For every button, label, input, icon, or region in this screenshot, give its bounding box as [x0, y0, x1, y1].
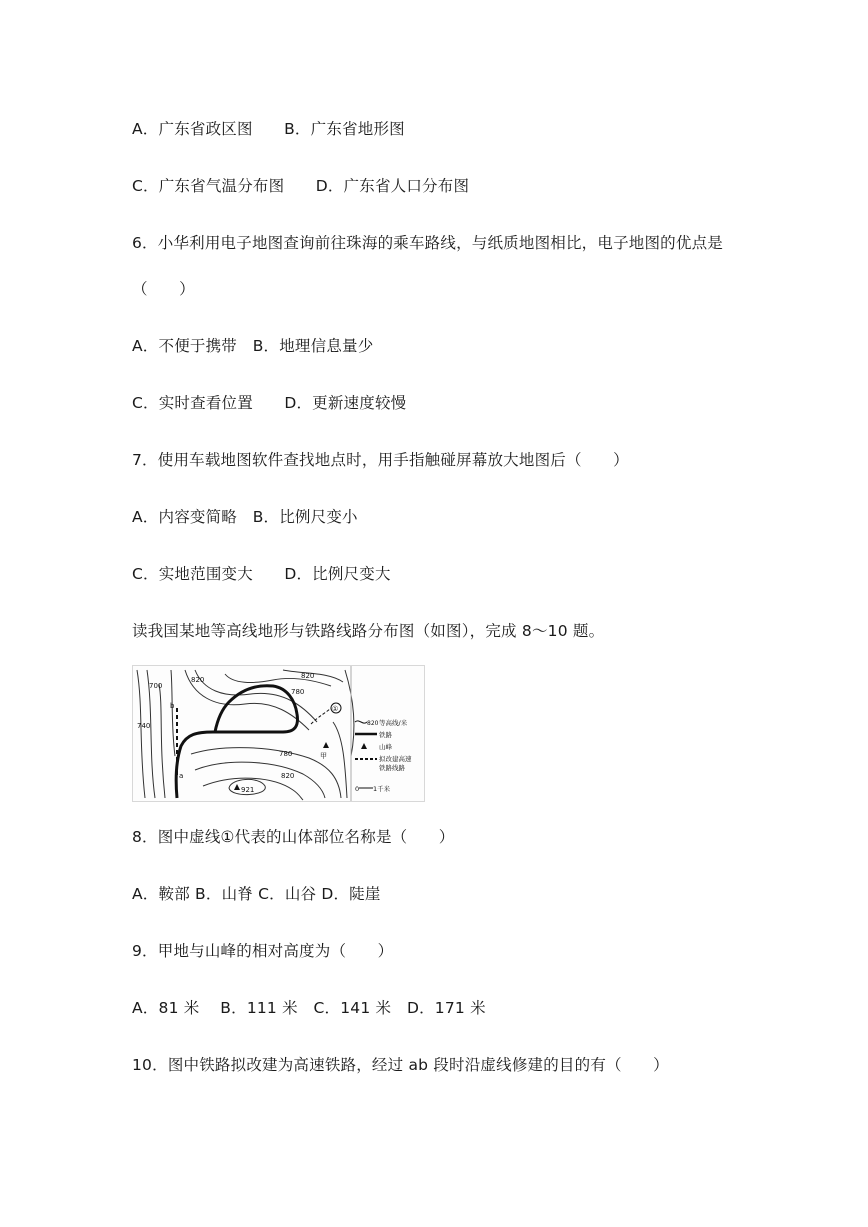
legend-peak-icon — [361, 743, 367, 749]
peak-symbol-2 — [323, 742, 329, 748]
q6-options-cd: C．实时查看位置 D．更新速度较慢 — [132, 394, 407, 412]
peak-symbol — [234, 784, 240, 790]
point-label-a: a — [179, 772, 184, 780]
legend-contour-value: 820 — [367, 720, 379, 727]
q8-options: A．鞍部 B．山脊 C．山谷 D．陡崖 — [132, 885, 381, 903]
contour-map-svg — [133, 666, 424, 801]
legend-railway-label: 铁路 — [379, 731, 392, 739]
legend-contour-label: 等高线/米 — [379, 719, 408, 727]
legend-contour-swatch — [355, 721, 367, 723]
contour-label: 700 — [149, 682, 163, 690]
q7-options-cd: C．实地范围变大 D．比例尺变大 — [132, 565, 391, 583]
q6-options-ab: A．不便于携带 B．地理信息量少 — [132, 337, 374, 355]
marker-label: ① — [332, 705, 339, 713]
q10-stem: 10．图中铁路拟改建为高速铁路，经过 ab 段时沿虚线修建的目的有（ ） — [132, 1056, 669, 1074]
contour-label: 780 — [291, 688, 305, 696]
legend-peak-label: 山峰 — [379, 743, 392, 751]
legend-planned-label-1: 拟改建高速 — [379, 755, 412, 763]
q9-stem: 9．甲地与山峰的相对高度为（ ） — [132, 942, 394, 960]
question-group-intro: 读我国某地等高线地形与铁路线路分布图（如图），完成 8～10 题。 — [132, 622, 605, 640]
point-label-b: b — [170, 702, 175, 710]
contour-label: 780 — [279, 750, 293, 758]
contour-label: 820 — [191, 676, 205, 684]
legend-planned-label-2: 铁路线路 — [379, 764, 405, 772]
legend-scale-zero: 0 — [355, 785, 360, 793]
q7-options-ab: A．内容变简略 B．比例尺变小 — [132, 508, 358, 526]
contour-label: 820 — [281, 772, 295, 780]
legend — [355, 718, 412, 793]
q6-stem: 6．小华利用电子地图查询前往珠海的乘车路线，与纸质地图相比，电子地图的优点是 — [132, 234, 723, 252]
q5-options-cd: C．广东省气温分布图 D．广东省人口分布图 — [132, 177, 470, 195]
q7-stem: 7．使用车载地图软件查找地点时，用手指触碰屏幕放大地图后（ ） — [132, 451, 629, 469]
contour-railway-map — [132, 665, 425, 802]
legend-scale-unit: 1千米 — [373, 785, 391, 793]
q5-options-ab: A．广东省政区图 B．广东省地形图 — [132, 120, 405, 138]
contour-label: 740 — [137, 722, 151, 730]
point-label-jia: 甲 — [320, 752, 327, 760]
peak-elevation-label: 921 — [241, 786, 255, 794]
ridge-dashed-line — [311, 708, 331, 724]
contour-label: 820 — [301, 672, 315, 680]
q9-options: A．81 米 B．111 米 C．141 米 D．171 米 — [132, 999, 486, 1017]
q6-answer-paren: （ ） — [132, 280, 195, 298]
q8-stem: 8．图中虚线①代表的山体部位名称是（ ） — [132, 828, 455, 846]
